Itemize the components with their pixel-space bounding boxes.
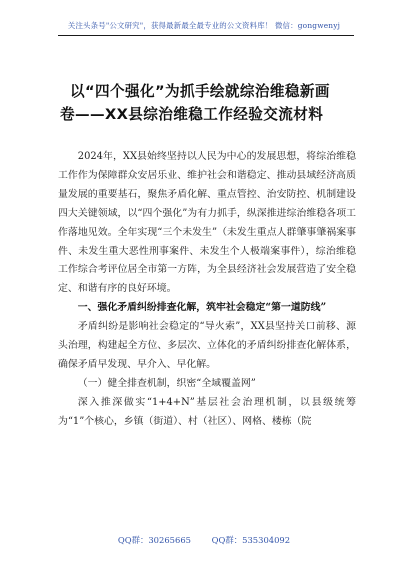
document-title-line-1: 以“四个强化”为抓手绘就综治维稳新画 <box>70 83 330 100</box>
subsection-1-paragraph: 深入推深做实“1+4+N”基层社会治理机制，以县级统筹为“1”个核心，乡镇（街道）、村（社区）、网格、楼栋（院 <box>58 396 356 427</box>
page-footer <box>0 534 408 546</box>
footer-qq-group-1: QQ群：30265665 <box>117 535 191 545</box>
subsection-heading-1: （一）健全排查机制，织密“全域覆盖网” <box>77 377 256 389</box>
intro-paragraph: 2024年，XX县始终坚持以人民为中心的发展思想，将综治维稳工作作为保障群众安居乐业、维护社会和谐稳定、推动县域经济高质量发展的重要基石，聚焦矛盾化解、重点管控、治安防控、机制建设四大关键领域，以“四个强化”为有力抓手，纵深推进综治维稳各项工作落地见效。全年实现“三个未发生”（未发生重点人群肇事肇祸案事件、未发生重大恶性刑事案件、未发生个人极端案事件），综治维稳工作综合考评位居全市第一方阵，为全县经济社会发展营造了安全稳定、和谐有序的良好环境。 <box>58 151 356 295</box>
header-divider <box>58 35 354 36</box>
section-heading-1: 一、强化矛盾纠纷排查化解，筑牢社会稳定“第一道防线” <box>77 302 327 314</box>
page-header-banner: 关注头条号"公文研究"，获得最新最全最专业的公文资料库！ 微信：gongwenyj <box>67 21 341 30</box>
document-body <box>58 148 356 432</box>
footer-qq-group-2: QQ群：535304092 <box>211 535 291 545</box>
section-1-paragraph: 矛盾纠纷是影响社会稳定的“导火索”，XX县坚持关口前移、源头治理，构建起全方位、多层次、立体化的矛盾纠纷排查化解体系，确保矛盾早发现、早介入、早化解。 <box>58 321 356 370</box>
document-title-line-2: 卷——XX县综治维稳工作经验交流材料 <box>60 106 324 123</box>
